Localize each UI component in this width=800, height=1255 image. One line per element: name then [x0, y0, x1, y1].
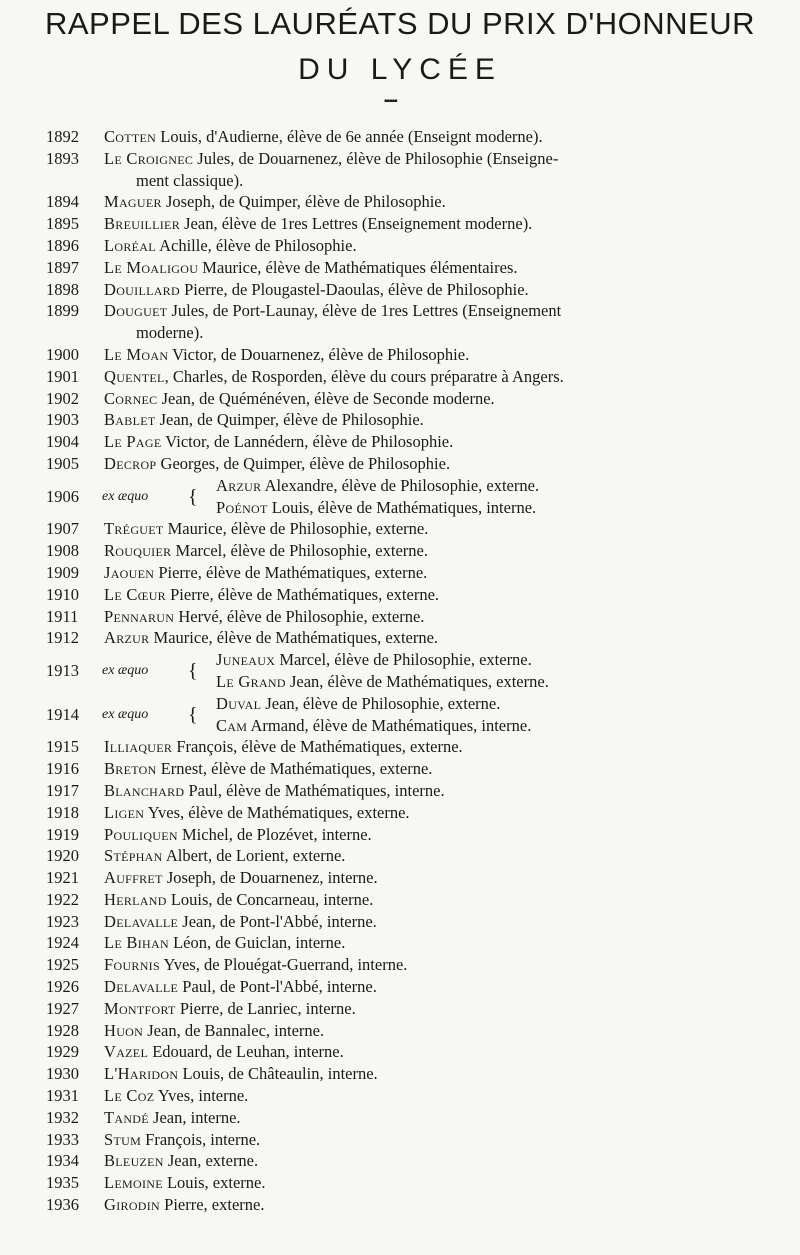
laureate-surname: Breuillier [104, 214, 180, 234]
laureate-surname: Le Moaligou [104, 257, 199, 277]
laureate-details: Pierre, élève de Mathématiques, externe. [165, 584, 440, 604]
laureate-details: Victor, de Lannédern, élève de Philosophie. [161, 432, 454, 452]
laureate-details: Paul, élève de Mathématiques, interne. [184, 780, 445, 800]
laureate-entry [46, 627, 786, 649]
ex-aequo-entry [46, 693, 786, 737]
laureate-details: Jean, externe. [163, 1151, 259, 1171]
entry-text [104, 453, 784, 475]
laureate-surname: Blanchard [104, 780, 185, 800]
ex-aequo-entry [46, 649, 786, 693]
brace-glyph: { [188, 485, 198, 508]
entry-text [104, 388, 784, 410]
entry-text [104, 562, 784, 584]
laureate-entry [46, 998, 786, 1020]
entry-year: 1906 [46, 486, 79, 506]
entry-year: 1893 [46, 148, 79, 168]
laureate-details: Georges, de Quimper, élève de Philosophie. [156, 453, 451, 473]
laureate-details: Maurice, élève de Philosophie, externe. [163, 519, 429, 539]
entry-year: 1892 [46, 127, 79, 146]
laureate-entry [46, 1020, 786, 1042]
laureate-entry [46, 1041, 786, 1063]
entry-text [104, 824, 784, 846]
entry-year: 1935 [46, 1173, 79, 1193]
entry-year: 1925 [46, 955, 79, 975]
laureate-entry [46, 1129, 786, 1151]
laureate-surname: Stum [104, 1129, 142, 1149]
laureate-entry [46, 431, 786, 453]
laureate-entry [46, 213, 786, 235]
laureate-details: Michel, de Plozévet, interne. [177, 824, 372, 844]
entry-text [104, 606, 784, 628]
entry-year: 1918 [46, 802, 79, 822]
laureate-details: Pierre, de Lanriec, interne. [175, 998, 356, 1018]
entry-year: 1905 [46, 453, 79, 473]
laureates-list [46, 126, 786, 1216]
page-subtitle: DU LYCÉE [298, 53, 502, 86]
laureate-details: Léon, de Guiclan, interne. [168, 933, 346, 953]
laureate-surname: Arzur [104, 628, 150, 648]
laureate-surname: Girodin [104, 1195, 161, 1215]
laureate-details: Jean, élève de Mathématiques, externe. [285, 671, 549, 691]
laureate-details: Jean, interne. [148, 1107, 241, 1127]
entry-year: 1897 [46, 257, 79, 277]
entry-year: 1930 [46, 1064, 79, 1084]
ex-aequo-line [216, 693, 786, 715]
entry-text [104, 1041, 784, 1063]
laureate-details: Armand, élève de Mathématiques, interne. [247, 715, 532, 735]
entry-text [104, 627, 784, 649]
laureate-entry [46, 758, 786, 780]
entry-year: 1914 [46, 704, 79, 724]
entry-text [104, 1063, 784, 1085]
laureate-details: Maurice, élève de Mathématiques, externe. [149, 628, 439, 648]
laureate-details: Yves, élève de Mathématiques, externe. [144, 802, 410, 822]
laureate-entry [46, 911, 786, 933]
laureate-surname: Le Cœur [104, 584, 166, 604]
laureate-surname: Tandé [104, 1107, 149, 1127]
laureate-surname: Le Grand [216, 671, 286, 691]
entry-text [104, 191, 784, 213]
laureate-surname: Arzur [216, 475, 262, 495]
entry-text [104, 431, 784, 453]
entry-text [104, 802, 784, 824]
ex-aequo-lines [216, 649, 786, 693]
laureate-details: Achille, élève de Philosophie. [155, 235, 357, 255]
laureate-details: Hervé, élève de Philosophie, externe. [174, 606, 425, 626]
laureate-entry [46, 1150, 786, 1172]
laureate-entry [46, 344, 786, 366]
entry-year: 1912 [46, 628, 79, 648]
laureate-surname: Duval [216, 693, 262, 713]
brace-glyph: { [188, 703, 198, 726]
laureate-entry [46, 279, 786, 301]
entry-text [104, 1194, 784, 1216]
entry-year: 1896 [46, 235, 79, 255]
entry-text [104, 780, 784, 802]
entry-text [104, 736, 784, 758]
laureate-entry [46, 562, 786, 584]
laureate-details: Jean, de Pont-l'Abbé, interne. [178, 911, 377, 931]
laureate-details: Yves, de Plouégat-Guerrand, interne. [159, 955, 408, 975]
entry-text [104, 540, 784, 562]
laureate-surname: Douguet [104, 301, 168, 321]
entry-text [104, 1150, 784, 1172]
entry-text [104, 213, 784, 235]
entry-text [104, 1020, 784, 1042]
entry-year: 1916 [46, 759, 79, 779]
laureate-surname: Delavalle [104, 911, 179, 931]
laureate-details: Jules, de Douarnenez, élève de Philosophie (Enseigne- [193, 148, 559, 168]
laureate-surname: Fournis [104, 955, 160, 975]
entry-year: 1933 [46, 1129, 79, 1149]
laureate-entry [46, 845, 786, 867]
laureate-details: Jean, de Quimper, élève de Philosophie. [155, 410, 424, 430]
entry-text [104, 300, 784, 344]
entry-year: 1907 [46, 519, 79, 539]
laureate-details: Joseph, de Douarnenez, interne. [162, 868, 378, 888]
laureate-surname: Cotten [104, 127, 157, 146]
ex-aequo-lines [216, 475, 786, 519]
laureate-entry [46, 780, 786, 802]
laureate-entry [46, 518, 786, 540]
laureate-entry [46, 932, 786, 954]
entry-year: 1913 [46, 661, 79, 681]
entry-text [104, 344, 784, 366]
laureate-entry [46, 257, 786, 279]
entry-text [104, 932, 784, 954]
entry-year: 1920 [46, 846, 79, 866]
entry-text [104, 518, 784, 540]
laureate-entry [46, 453, 786, 475]
entry-text [104, 1172, 784, 1194]
laureate-surname: Auffret [104, 868, 163, 888]
laureate-surname: Douillard [104, 279, 180, 299]
laureate-entry [46, 1194, 786, 1216]
laureate-surname: Decrop [104, 453, 157, 473]
entry-year: 1929 [46, 1042, 79, 1062]
entry-text [104, 998, 784, 1020]
laureate-details: Maurice, élève de Mathématiques élémentaires. [198, 257, 518, 277]
entry-year: 1921 [46, 868, 79, 888]
laureate-surname: Le Croignec [104, 148, 194, 168]
laureate-entry [46, 1172, 786, 1194]
entry-year: 1899 [46, 301, 79, 321]
laureate-surname: Juneaux [216, 650, 276, 670]
entry-year: 1934 [46, 1151, 79, 1171]
entry-text [104, 845, 784, 867]
laureate-details: Louis, élève de Mathématiques, interne. [267, 497, 537, 517]
laureate-details: François, élève de Mathématiques, externe. [172, 737, 463, 757]
entry-year: 1894 [46, 192, 79, 212]
laureate-entry [46, 1107, 786, 1129]
laureate-details: Louis, d'Audierne, élève de 6e année (Enseignt moderne). [156, 127, 543, 146]
laureate-details: Albert, de Lorient, externe. [162, 846, 346, 866]
entry-year: 1924 [46, 933, 79, 953]
laureate-surname: Cam [216, 715, 248, 735]
laureate-entry [46, 1085, 786, 1107]
entry-year: 1926 [46, 977, 79, 997]
laureate-entry [46, 366, 786, 388]
laureate-surname: Tréguet [104, 519, 164, 539]
laureate-entry [46, 802, 786, 824]
laureate-details: Jean, élève de Philosophie, externe. [261, 693, 501, 713]
laureate-surname: Le Bihan [104, 933, 169, 953]
laureate-details-continued: moderne). [136, 323, 204, 343]
laureate-surname: Rouquier [104, 541, 172, 561]
ex-aequo-lines [216, 693, 786, 737]
laureate-surname: Pennarun [104, 606, 175, 626]
laureate-surname: Cornec [104, 388, 158, 408]
ornament-divider: ▪▪▪▪▪ [384, 96, 397, 107]
entry-year: 1922 [46, 889, 79, 909]
entry-year: 1895 [46, 214, 79, 234]
laureate-details: Victor, de Douarnenez, élève de Philosophie. [168, 344, 470, 364]
laureate-surname: Le Page [104, 432, 162, 452]
laureate-surname: Ligen [104, 802, 145, 822]
entry-year: 1927 [46, 998, 79, 1018]
entry-year: 1931 [46, 1086, 79, 1106]
ex-aequo-label: ex æquo [102, 663, 149, 679]
entry-year: 1928 [46, 1020, 79, 1040]
page-title: RAPPEL DES LAURÉATS DU PRIX D'HONNEUR [44, 6, 755, 41]
entry-year: 1911 [46, 606, 79, 626]
laureate-surname: Quentel [104, 366, 165, 386]
laureate-entry [46, 540, 786, 562]
laureate-entry [46, 409, 786, 431]
laureate-details: Pierre, externe. [160, 1195, 265, 1215]
laureate-surname: Pouliquen [104, 824, 178, 844]
entry-year: 1901 [46, 366, 79, 386]
laureate-details: Jules, de Port-Launay, élève de 1res Lettres (Enseignement [167, 301, 562, 321]
entry-text [104, 126, 784, 148]
laureate-details: Jean, de Bannalec, interne. [143, 1020, 325, 1040]
laureate-details: Pierre, élève de Mathématiques, externe. [154, 562, 428, 582]
laureate-details: Pierre, de Plougastel-Daoulas, élève de Philosophie. [179, 279, 529, 299]
ex-aequo-line [216, 649, 786, 671]
laureate-details-continued: ment classique). [136, 170, 244, 190]
entry-text [104, 148, 784, 192]
laureate-entry [46, 584, 786, 606]
laureate-details: Louis, de Châteaulin, interne. [178, 1064, 378, 1084]
entry-year: 1915 [46, 737, 79, 757]
entry-text [104, 889, 784, 911]
laureate-surname: Le Coz [104, 1086, 155, 1106]
laureate-details: Paul, de Pont-l'Abbé, interne. [178, 977, 377, 997]
entry-year: 1902 [46, 388, 79, 408]
laureate-details: Louis, de Concarneau, interne. [166, 889, 374, 909]
ex-aequo-label: ex æquo [102, 488, 149, 504]
laureate-surname: Illiaquer [104, 737, 173, 757]
entry-text [104, 758, 784, 780]
entry-year: 1936 [46, 1195, 79, 1215]
entry-text [104, 976, 784, 998]
laureate-details: Joseph, de Quimper, élève de Philosophie. [161, 192, 446, 212]
brace-glyph: { [188, 660, 198, 683]
entry-year: 1904 [46, 432, 79, 452]
laureate-details: Jean, élève de 1res Lettres (Enseignement moderne). [180, 214, 533, 234]
laureate-entry [46, 954, 786, 976]
ex-aequo-line [216, 715, 786, 737]
entry-year: 1919 [46, 824, 79, 844]
entry-year: 1908 [46, 541, 79, 561]
laureate-surname: Vazel [104, 1042, 149, 1062]
ex-aequo-line [216, 497, 786, 519]
laureate-entry [46, 889, 786, 911]
entry-year: 1917 [46, 780, 79, 800]
entry-text [104, 1129, 784, 1151]
entry-text [104, 911, 784, 933]
laureate-entry [46, 736, 786, 758]
laureate-entry [46, 867, 786, 889]
laureate-surname: L'Haridon [104, 1064, 179, 1084]
laureate-surname: Breton [104, 759, 157, 779]
laureate-surname: Poénot [216, 497, 268, 517]
laureate-details: Marcel, élève de Philosophie, externe. [275, 650, 532, 670]
laureate-details: Marcel, élève de Philosophie, externe. [171, 541, 428, 561]
laureate-surname: Jaouen [104, 562, 155, 582]
laureate-entry [46, 235, 786, 257]
laureate-details: Edouard, de Leuhan, interne. [148, 1042, 344, 1062]
ex-aequo-entry [46, 475, 786, 519]
laureate-entry [46, 126, 786, 148]
laureate-entry [46, 148, 786, 192]
laureate-details: Yves, interne. [154, 1086, 249, 1106]
entry-text [104, 1085, 784, 1107]
entry-text [104, 366, 784, 388]
laureate-entry [46, 824, 786, 846]
laureate-entry [46, 1063, 786, 1085]
laureate-entry [46, 388, 786, 410]
laureate-surname: Loréal [104, 235, 156, 255]
laureate-details: Alexandre, élève de Philosophie, externe. [261, 475, 540, 495]
laureate-details: Jean, de Quéménéven, élève de Seconde moderne. [157, 388, 495, 408]
entry-text [104, 279, 784, 301]
laureate-surname: Bleuzen [104, 1151, 164, 1171]
laureate-entry [46, 976, 786, 998]
laureate-entry [46, 300, 786, 344]
entry-text [104, 257, 784, 279]
laureate-surname: Lemoine [104, 1173, 163, 1193]
laureate-details: Ernest, élève de Mathématiques, externe. [156, 759, 433, 779]
laureate-surname: Maguer [104, 192, 162, 212]
entry-year: 1903 [46, 410, 79, 430]
entry-text [104, 584, 784, 606]
entry-year: 1900 [46, 344, 79, 364]
laureate-entry [46, 191, 786, 213]
entry-year: 1932 [46, 1107, 79, 1127]
entry-year: 1910 [46, 584, 79, 604]
ex-aequo-line [216, 475, 786, 497]
entry-text [104, 409, 784, 431]
entry-text [104, 235, 784, 257]
laureate-surname: Bablet [104, 410, 156, 430]
laureate-surname: Herland [104, 889, 167, 909]
entry-year: 1923 [46, 911, 79, 931]
ex-aequo-line [216, 671, 786, 693]
entry-year: 1909 [46, 562, 79, 582]
entry-text [104, 867, 784, 889]
ex-aequo-label: ex æquo [102, 706, 149, 722]
laureate-surname: Stéphan [104, 846, 163, 866]
laureate-entry [46, 606, 786, 628]
laureate-details: , Charles, de Rosporden, élève du cours préparatre à Angers. [164, 366, 564, 386]
laureate-surname: Delavalle [104, 977, 179, 997]
laureate-details: Louis, externe. [162, 1173, 266, 1193]
laureate-surname: Huon [104, 1020, 144, 1040]
laureate-details: François, interne. [141, 1129, 261, 1149]
laureate-surname: Montfort [104, 998, 176, 1018]
entry-text [104, 954, 784, 976]
entry-year: 1898 [46, 279, 79, 299]
laureate-surname: Le Moan [104, 344, 169, 364]
entry-text [104, 1107, 784, 1129]
